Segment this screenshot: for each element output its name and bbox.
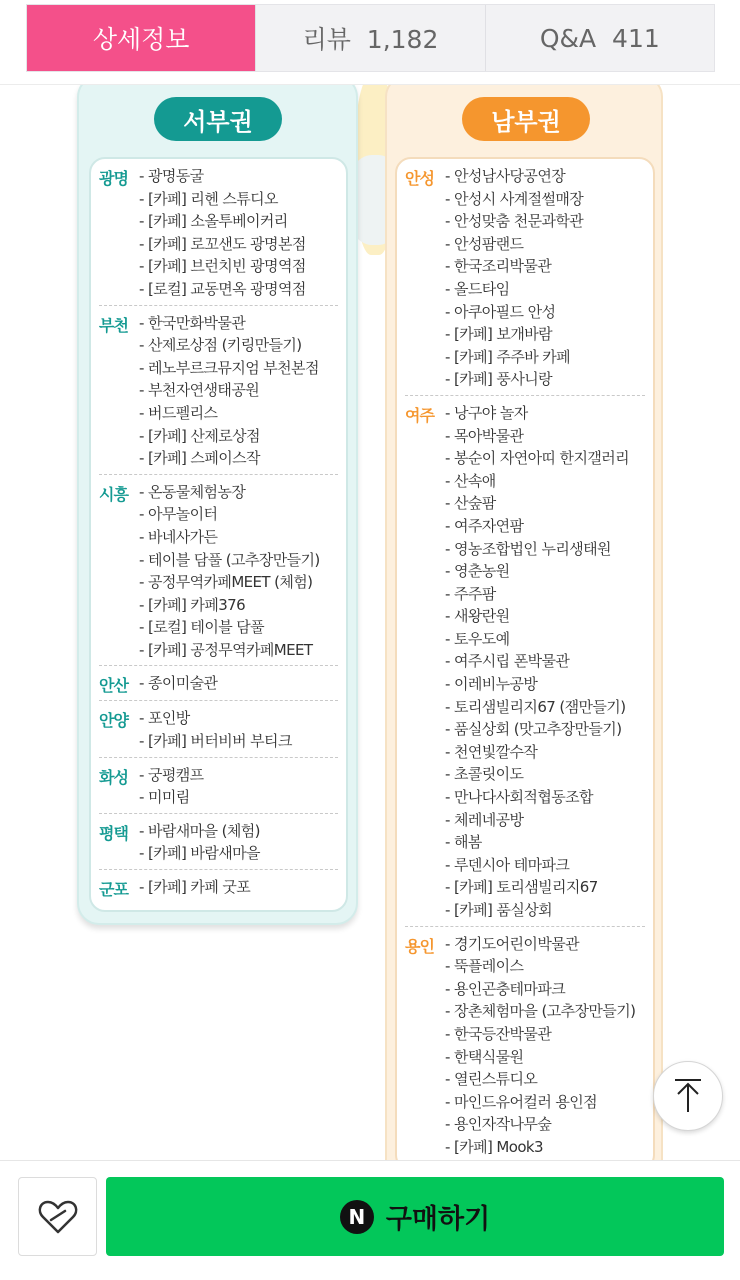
arrow-up-icon bbox=[673, 1078, 703, 1114]
place-item: - 열린스튜디오 bbox=[445, 1070, 538, 1089]
detail-image-area bbox=[0, 85, 740, 1160]
place-item: - 여주자연팜 bbox=[445, 516, 524, 535]
place-item: - 초콜릿이도 bbox=[445, 765, 524, 784]
place-item: - [카페] 바람새마을 bbox=[139, 844, 260, 863]
place-list bbox=[445, 933, 635, 1159]
region-name: 부천 bbox=[99, 315, 128, 335]
place-item: - [카페] 보개바람 bbox=[445, 325, 552, 344]
region-group bbox=[405, 165, 645, 396]
place-item: - 뚝플레이스 bbox=[445, 957, 524, 976]
place-item: - [로컬] 테이블 담풀 bbox=[139, 618, 265, 637]
place-item: - 안성시 사계절썰매장 bbox=[445, 189, 584, 208]
place-list bbox=[139, 672, 217, 696]
region-group bbox=[405, 402, 645, 927]
scroll-top-button[interactable] bbox=[653, 1061, 723, 1131]
place-item: - 한국만화박물관 bbox=[139, 313, 246, 332]
place-item: - 한택식물원 bbox=[445, 1047, 524, 1066]
region-name: 군포 bbox=[99, 880, 128, 900]
place-item: - 바람새마을 (체험) bbox=[139, 821, 260, 840]
place-item: - 포인방 bbox=[139, 709, 190, 728]
place-item: - 공정무역카페MEET (체험) bbox=[139, 573, 313, 592]
place-item: - 아무놀이터 bbox=[139, 505, 218, 524]
place-item: - [카페] 소올투베이커리 bbox=[139, 212, 288, 231]
place-item: - [카페] 브런치빈 광명역점 bbox=[139, 257, 306, 276]
place-item: - 루덴시아 테마파크 bbox=[445, 855, 570, 874]
region-group bbox=[99, 707, 338, 757]
place-item: - 용인자작나무숲 bbox=[445, 1115, 552, 1134]
place-item: - [카페] Mook3 bbox=[445, 1137, 543, 1156]
naver-n-icon: N bbox=[340, 1200, 374, 1234]
region-name: 용인 bbox=[405, 936, 434, 956]
place-item: - 광명동굴 bbox=[139, 167, 204, 185]
place-item: - 마인드유어컬러 용인점 bbox=[445, 1092, 598, 1111]
south-region-panel bbox=[385, 85, 663, 1160]
place-item: - 안성남사당공연장 bbox=[445, 167, 566, 185]
place-item: - 토리샘빌리지67 (잼만들기) bbox=[445, 697, 626, 716]
place-item: - 경기도어린이박물관 bbox=[445, 934, 579, 953]
place-item: - 이레비누공방 bbox=[445, 675, 538, 694]
place-item: - 한국등잔박물관 bbox=[445, 1024, 552, 1043]
purchase-bar bbox=[0, 1160, 740, 1280]
region-group bbox=[99, 481, 338, 667]
place-item: - 종이미술관 bbox=[139, 674, 218, 693]
region-name: 평택 bbox=[99, 823, 128, 843]
place-item: - [카페] 토리샘빌리지67 bbox=[445, 878, 598, 897]
place-item: - [카페] 풍사니랑 bbox=[445, 370, 552, 389]
place-item: - 목아박물관 bbox=[445, 426, 524, 445]
place-item: - [카페] 카페 굿포 bbox=[139, 878, 251, 897]
region-name: 안양 bbox=[99, 711, 128, 731]
region-group bbox=[99, 672, 338, 701]
place-item: - 여주시립 폰박물관 bbox=[445, 652, 570, 671]
region-name: 안산 bbox=[99, 676, 128, 696]
place-list bbox=[139, 876, 250, 900]
place-item: - 부천자연생태공원 bbox=[139, 381, 260, 400]
place-list bbox=[139, 820, 260, 865]
region-group bbox=[99, 764, 338, 814]
tab-qna[interactable]: Q&A 411 bbox=[485, 5, 714, 71]
place-item: - 테이블 담풀 (고추장만들기) bbox=[139, 550, 320, 569]
region-group bbox=[99, 165, 338, 306]
place-item: - 낭구야 놀자 bbox=[445, 403, 528, 422]
place-item: - 영춘농원 bbox=[445, 562, 510, 581]
region-group bbox=[99, 820, 338, 870]
place-item: - 한국조리박물관 bbox=[445, 257, 552, 276]
place-item: - 안성맞춤 천문과학관 bbox=[445, 212, 584, 231]
place-item: - 영농조합법인 누리생태원 bbox=[445, 539, 611, 558]
place-item: - 올드타임 bbox=[445, 279, 510, 298]
place-item: - [카페] 산제로상점 bbox=[139, 426, 260, 445]
place-list bbox=[139, 165, 306, 301]
tab-bar bbox=[26, 4, 715, 72]
place-item: - [로컬] 교동면옥 광명역점 bbox=[139, 279, 306, 298]
place-list bbox=[139, 764, 204, 809]
west-region-panel bbox=[77, 85, 358, 925]
region-name: 화성 bbox=[99, 767, 128, 787]
place-item: - 미미림 bbox=[139, 788, 190, 807]
region-name: 광명 bbox=[99, 169, 128, 188]
wishlist-button[interactable] bbox=[18, 1177, 97, 1256]
place-list bbox=[445, 402, 629, 922]
place-item: - 해봄 bbox=[445, 833, 482, 852]
place-list bbox=[139, 312, 319, 470]
place-item: - 궁평캠프 bbox=[139, 765, 204, 784]
place-item: - 레노부르크뮤지엄 부천본점 bbox=[139, 358, 319, 377]
place-item: - 주주팜 bbox=[445, 584, 496, 603]
place-item: - [카페] 카페376 bbox=[139, 595, 246, 614]
place-list bbox=[139, 481, 320, 662]
place-item: - 온동물체험농장 bbox=[139, 482, 246, 501]
region-name: 안성 bbox=[405, 169, 434, 188]
place-item: - [카페] 공정무역카페MEET bbox=[139, 640, 313, 659]
region-name: 여주 bbox=[405, 405, 434, 425]
tab-reviews[interactable]: 리뷰 1,182 bbox=[255, 5, 484, 71]
place-item: - 장촌체험마을 (고추장만들기) bbox=[445, 1002, 636, 1021]
place-item: - 아쿠아필드 안성 bbox=[445, 302, 556, 321]
place-list bbox=[445, 165, 583, 391]
west-region-list bbox=[89, 157, 348, 912]
place-item: - 안성팜랜드 bbox=[445, 234, 524, 253]
place-item: - [카페] 품실상회 bbox=[445, 901, 552, 919]
place-item: - [카페] 리헨 스튜디오 bbox=[139, 189, 278, 208]
place-item: - 바네사가든 bbox=[139, 527, 218, 546]
region-name: 시흥 bbox=[99, 484, 128, 504]
place-item: - [카페] 버터비버 부티크 bbox=[139, 732, 292, 751]
south-region-list bbox=[395, 157, 655, 1160]
place-item: - 버드펠리스 bbox=[139, 403, 218, 422]
buy-label: 구매하기 bbox=[385, 1204, 491, 1235]
place-item: - 품실상회 (맛고추장만들기) bbox=[445, 720, 622, 739]
place-item: - 새왕란원 bbox=[445, 607, 510, 626]
region-group bbox=[99, 312, 338, 475]
region-group bbox=[405, 933, 645, 1160]
place-item: - [카페] 로꼬샌도 광명본점 bbox=[139, 234, 306, 253]
place-item: - 만나다사회적협동조합 bbox=[445, 788, 593, 807]
place-list bbox=[139, 707, 292, 752]
place-item: - [카페] 주주바 카페 bbox=[445, 347, 571, 366]
place-item: - 토우도예 bbox=[445, 629, 510, 648]
tab-details[interactable]: 상세정보 bbox=[27, 5, 255, 71]
region-group bbox=[99, 876, 338, 904]
place-item: - 체레네공방 bbox=[445, 810, 524, 829]
place-item: - 산제로상점 (키링만들기) bbox=[139, 336, 302, 355]
south-region-title: 남부권 bbox=[462, 97, 590, 141]
place-item: - [카페] 스페이스작 bbox=[139, 449, 260, 468]
buy-button[interactable] bbox=[106, 1177, 724, 1256]
place-item: - 봉순이 자연아띠 한지갤러리 bbox=[445, 449, 629, 468]
place-item: - 산속애 bbox=[445, 471, 496, 490]
heart-icon bbox=[37, 1198, 79, 1236]
place-item: - 산숲팜 bbox=[445, 494, 496, 513]
place-item: - 천연빛깔수작 bbox=[445, 742, 538, 761]
west-region-title: 서부권 bbox=[154, 97, 282, 141]
place-item: - 용인곤충테마파크 bbox=[445, 979, 566, 998]
